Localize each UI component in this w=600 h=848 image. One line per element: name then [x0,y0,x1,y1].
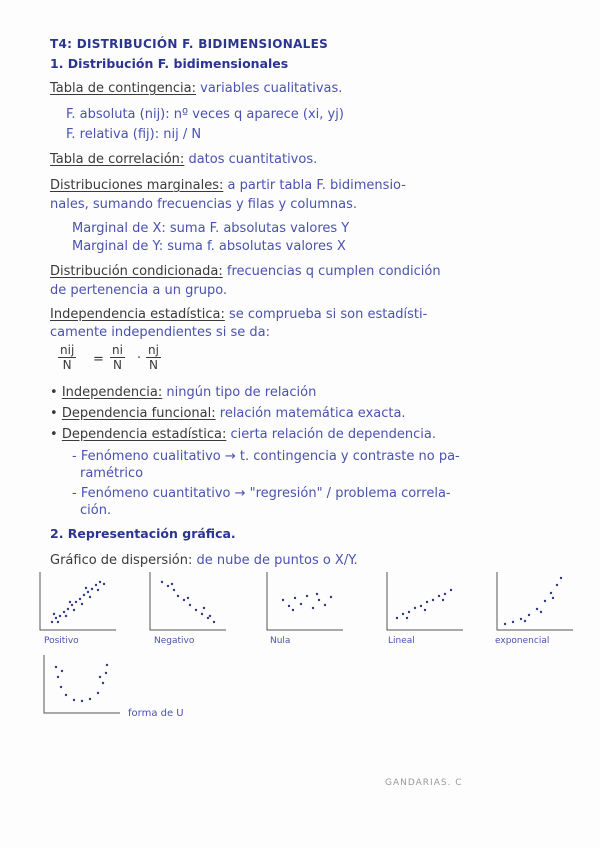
plot-positive-label: Positivo [44,636,79,646]
plot-u-shape-label: forma de U [128,708,184,719]
sub-quantitative-2: ción. [80,503,112,518]
plot-linear-label: Lineal [388,636,415,646]
correlation-label: Tabla de correlación: [50,152,185,167]
correlation-text: datos cuantitativos. [188,152,318,167]
plot-null-label: Nula [270,636,291,646]
sub-qualitative-1: - Fenómeno cualitativo → t. contingencia y contraste no pa- [72,449,460,464]
page-title: T4: DISTRIBUCIÓN F. BIDIMENSIONALES [50,37,329,51]
independence-text-2: camente independientes si se da: [50,325,270,340]
bullet-3-text: cierta relación de dependencia. [230,427,436,442]
marginal-text-2: nales, sumando frecuencias y filas y columnas. [50,197,358,212]
marginal-label: Distribuciones marginales: [50,178,224,193]
plot-exponential [495,572,575,632]
bullet-statistical: • Dependencia estadística: cierta relación de dependencia. [50,427,436,442]
bullet-1-label: Independencia: [61,385,163,400]
marginal-y: Marginal de Y: suma f. absolutas valores X [72,239,346,254]
plot-linear [385,572,465,632]
formula-r1-den: N [112,358,122,372]
formula-left [58,343,76,372]
relative-frequency: F. relativa (fij): nij / N [66,127,202,142]
formula-left-num: nij [60,343,75,357]
conditional-line-1 [50,265,441,278]
independence-text-1: se comprueba si son estadísti- [228,307,428,322]
formula-r2-den: N [148,358,158,372]
conditional-label: Distribución condicionada: [50,264,223,279]
plot-null [265,572,345,632]
contingency-line [50,82,342,95]
marginal-text-1: a partir tabla F. bidimensio- [227,178,406,193]
bullet-2-text: relación matemática exacta. [219,406,406,421]
dispersion-text: de nube de puntos o X/Y. [196,553,358,568]
formula-r1-num: ni [112,343,123,357]
formula-dot: · [137,351,142,366]
dispersion-label: Gráfico de dispersión: [50,553,193,568]
independence-label: Independencia estadística: [50,307,225,322]
bullet-independence: • Independencia: ningún tipo de relación [50,385,317,400]
marginal-line-1 [50,179,406,192]
section-1-heading: 1. Distribución F. bidimensionales [50,56,289,71]
marginal-x: Marginal de X: suma F. absolutas valores Y [72,221,350,236]
contingency-text: variables cualitativas. [200,81,343,96]
sub-quantitative-1: - Fenómeno cuantitativo → "regresión" / problema correla- [72,486,451,501]
formula-left-den: N [62,358,72,372]
bullet-3-label: Dependencia estadística: [61,427,227,442]
bullet-2-label: Dependencia funcional: [61,406,216,421]
plot-exponential-label: exponencial [495,636,550,646]
sub-qualitative-2: ramétrico [80,466,144,481]
formula-equals: = [93,352,104,367]
plot-positive [38,572,118,632]
independence-line-1 [50,308,427,321]
formula-right-1 [110,343,125,372]
conditional-text-2: de pertenencia a un grupo. [50,283,228,298]
correlation-line [50,153,317,166]
formula-right-2 [146,343,161,372]
contingency-label: Tabla de contingencia: [50,81,196,96]
absolute-frequency: F. absoluta (nij): nº veces q aparece (xi, yj) [66,107,344,122]
plot-negative-label: Negativo [154,636,195,646]
section-2-heading: 2. Representación gráfica. [50,526,236,541]
bullet-functional: • Dependencia funcional: relación matemática exacta. [50,406,406,421]
plot-u-shape [42,655,122,715]
bullet-1-text: ningún tipo de relación [166,385,317,400]
formula-r2-num: nj [148,343,159,357]
plot-negative [148,572,228,632]
conditional-text-1: frecuencias q cumplen condición [226,264,441,279]
dispersion-line [50,554,358,567]
signature: GANDARIAS. C [385,778,463,788]
